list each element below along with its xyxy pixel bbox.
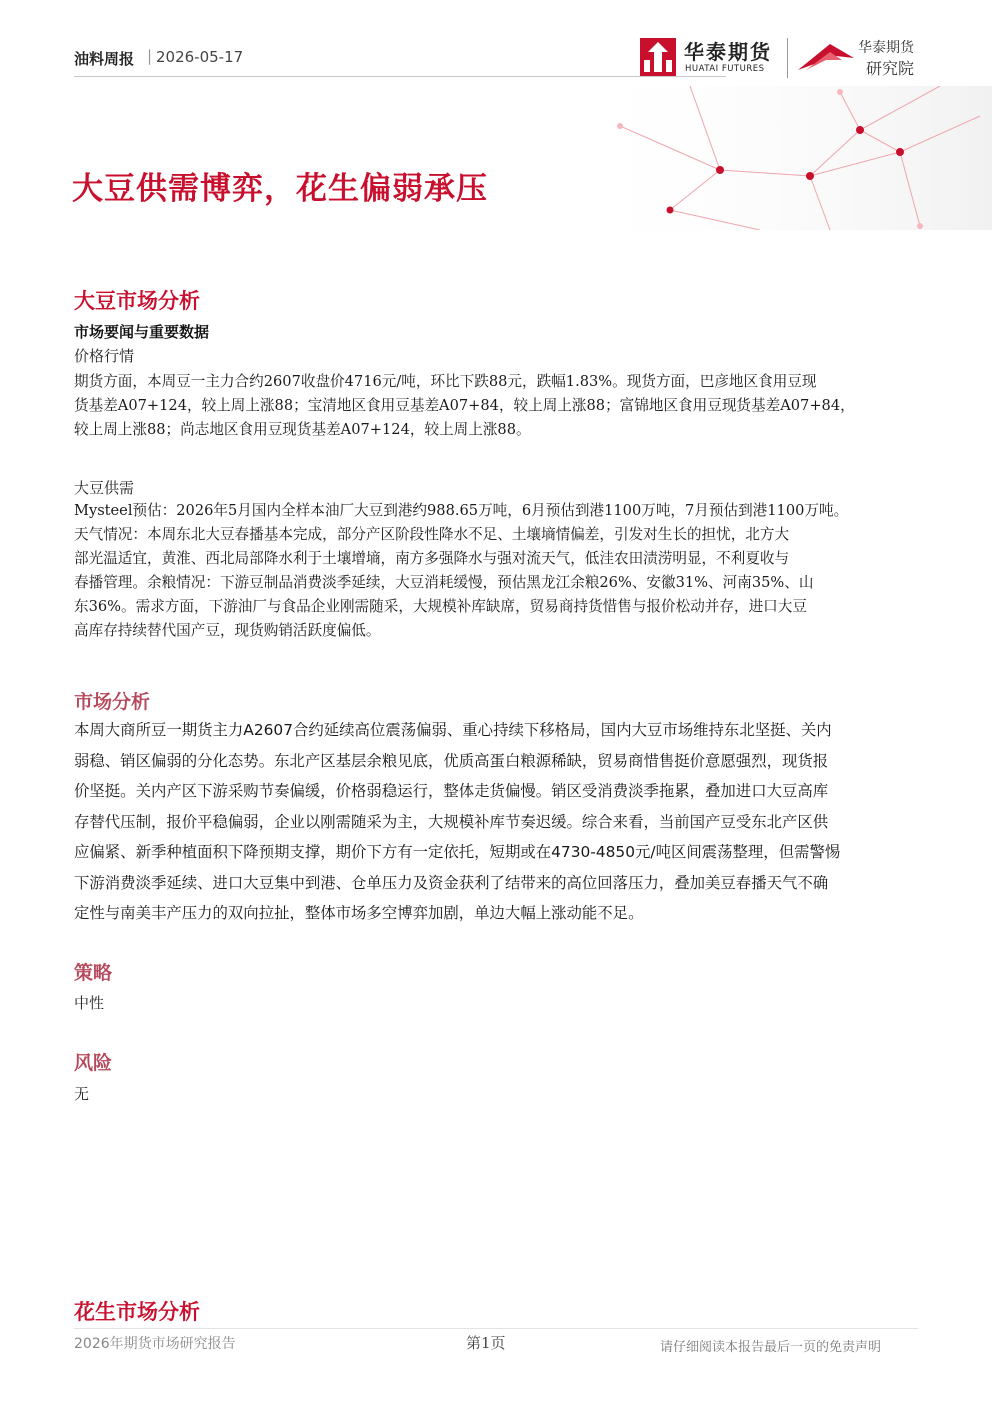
page-header xyxy=(0,0,992,230)
price-line: 期货方面，本周豆一主力合约2607收盘价4716元/吨，环比下跌88元，跌幅1.83%。现货方面，巴彦地区食用豆现 xyxy=(74,373,817,390)
analysis-line: 存替代压制，报价平稳偏弱，企业以刚需随采为主，大规模补库节奏迟缓。综合来看，当前国产豆受东北产区供 xyxy=(74,812,829,831)
footer-report-name: 2026年期货市场研究报告 xyxy=(74,1336,236,1352)
huatai-logo-mark-icon xyxy=(640,38,676,76)
analysis-line: 应偏紧、新季种植面积下降预期支撑，期价下方有一定依托，短期或在4730-4850元/吨区间震荡整理，但需警惕 xyxy=(74,843,841,861)
header-network-graphic xyxy=(560,86,992,230)
huatai-futures-logo xyxy=(640,36,790,80)
analysis-line: 价坚挺。关内产区下游采购节奏偏缓，价格弱稳运行，整体走货偏慢。销区受消费淡季拖累，叠加进口大豆高库 xyxy=(74,782,829,800)
footer-page-number: 第1页 xyxy=(466,1334,506,1352)
research-logo-mark-icon xyxy=(796,40,856,76)
market-analysis-title: 市场分析 xyxy=(74,691,151,713)
page-title: 大豆供需博弈，花生偏弱承压 xyxy=(72,171,488,207)
footer-disclaimer: 请仔细阅读本报告最后一页的免责声明 xyxy=(660,1340,882,1355)
peanut-section-title: 花生市场分析 xyxy=(74,1300,200,1324)
analysis-line: 本周大商所豆一期货主力A2607合约延续高位震荡偏弱、重心持续下移格局，国内大豆市场维持东北坚挺、关内 xyxy=(74,721,832,739)
header-rule xyxy=(74,76,726,77)
analysis-line: 定性与南美丰产压力的双向拉扯，整体市场多空博弈加剧，单边大幅上涨动能不足。 xyxy=(74,904,644,922)
risk-title: 风险 xyxy=(74,1052,113,1074)
soy-subtitle: 市场要闻与重要数据 xyxy=(74,323,210,341)
logo-divider xyxy=(787,38,788,78)
supply-paragraph xyxy=(74,499,940,643)
header-separator: | xyxy=(147,47,153,65)
supply-line: 天气情况：本周东北大豆春播基本完成，部分产区阶段性降水不足、土壤墒情偏差，引发对生长的担忧，北方大 xyxy=(74,526,790,543)
supply-label: 大豆供需 xyxy=(74,479,135,497)
supply-line: 春播管理。余粮情况：下游豆制品消费淡季延续，大豆消耗缓慢，预估黑龙江余粮26%、安徽31%、河南35%、山 xyxy=(74,574,814,591)
strategy-value: 中性 xyxy=(74,994,105,1012)
supply-line: Mysteel预估：2026年5月国内全样本油厂大豆到港约988.65万吨，6月预估到港1100万吨，7月预估到港1100万吨。 xyxy=(74,502,849,519)
logo-en-text: HUATAI FUTURES xyxy=(685,64,765,74)
research-logo-line1: 华泰期货 xyxy=(858,40,914,56)
analysis-line: 下游消费淡季延续、进口大豆集中到港、仓单压力及资金获利了结带来的高位回落压力，叠加美豆春播天气不确 xyxy=(74,873,829,892)
research-institute-logo xyxy=(796,36,926,80)
report-date: 2026-05-17 xyxy=(156,48,244,66)
report-type: 油料周报 xyxy=(74,50,135,68)
footer-rule xyxy=(74,1328,918,1329)
risk-value: 无 xyxy=(74,1085,90,1103)
analysis-line: 弱稳、销区偏弱的分化态势。东北产区基层余粮见底，优质高蛋白粮源稀缺，贸易商惜售挺价意愿强烈，现货报 xyxy=(74,751,829,770)
supply-line: 部光温适宜，黄淮、西北局部降水利于土壤增墒，南方多强降水与强对流天气，低洼农田渍涝明显，不利夏收与 xyxy=(74,550,790,567)
logo-cn-text: 华泰期货 xyxy=(684,40,772,64)
price-line: 货基差A07+124，较上周上涨88；宝清地区食用豆基差A07+84，较上周上涨88；富锦地区食用豆现货基差A07+84， xyxy=(74,397,855,414)
price-label: 价格行情 xyxy=(74,347,135,365)
supply-line: 东36%。需求方面，下游油厂与食品企业刚需随采，大规模补库缺席，贸易商持货惜售与报价松动并存，进口大豆 xyxy=(74,598,807,615)
price-line: 较上周上涨88；尚志地区食用豆现货基差A07+124，较上周上涨88。 xyxy=(74,421,531,438)
price-paragraph xyxy=(74,370,940,442)
market-analysis-paragraph xyxy=(74,715,940,929)
supply-line: 高库存持续替代国产豆，现货购销活跃度偏低。 xyxy=(74,622,381,639)
research-logo-line2: 研究院 xyxy=(866,59,915,78)
strategy-title: 策略 xyxy=(74,962,113,984)
soy-section-title: 大豆市场分析 xyxy=(74,289,200,313)
